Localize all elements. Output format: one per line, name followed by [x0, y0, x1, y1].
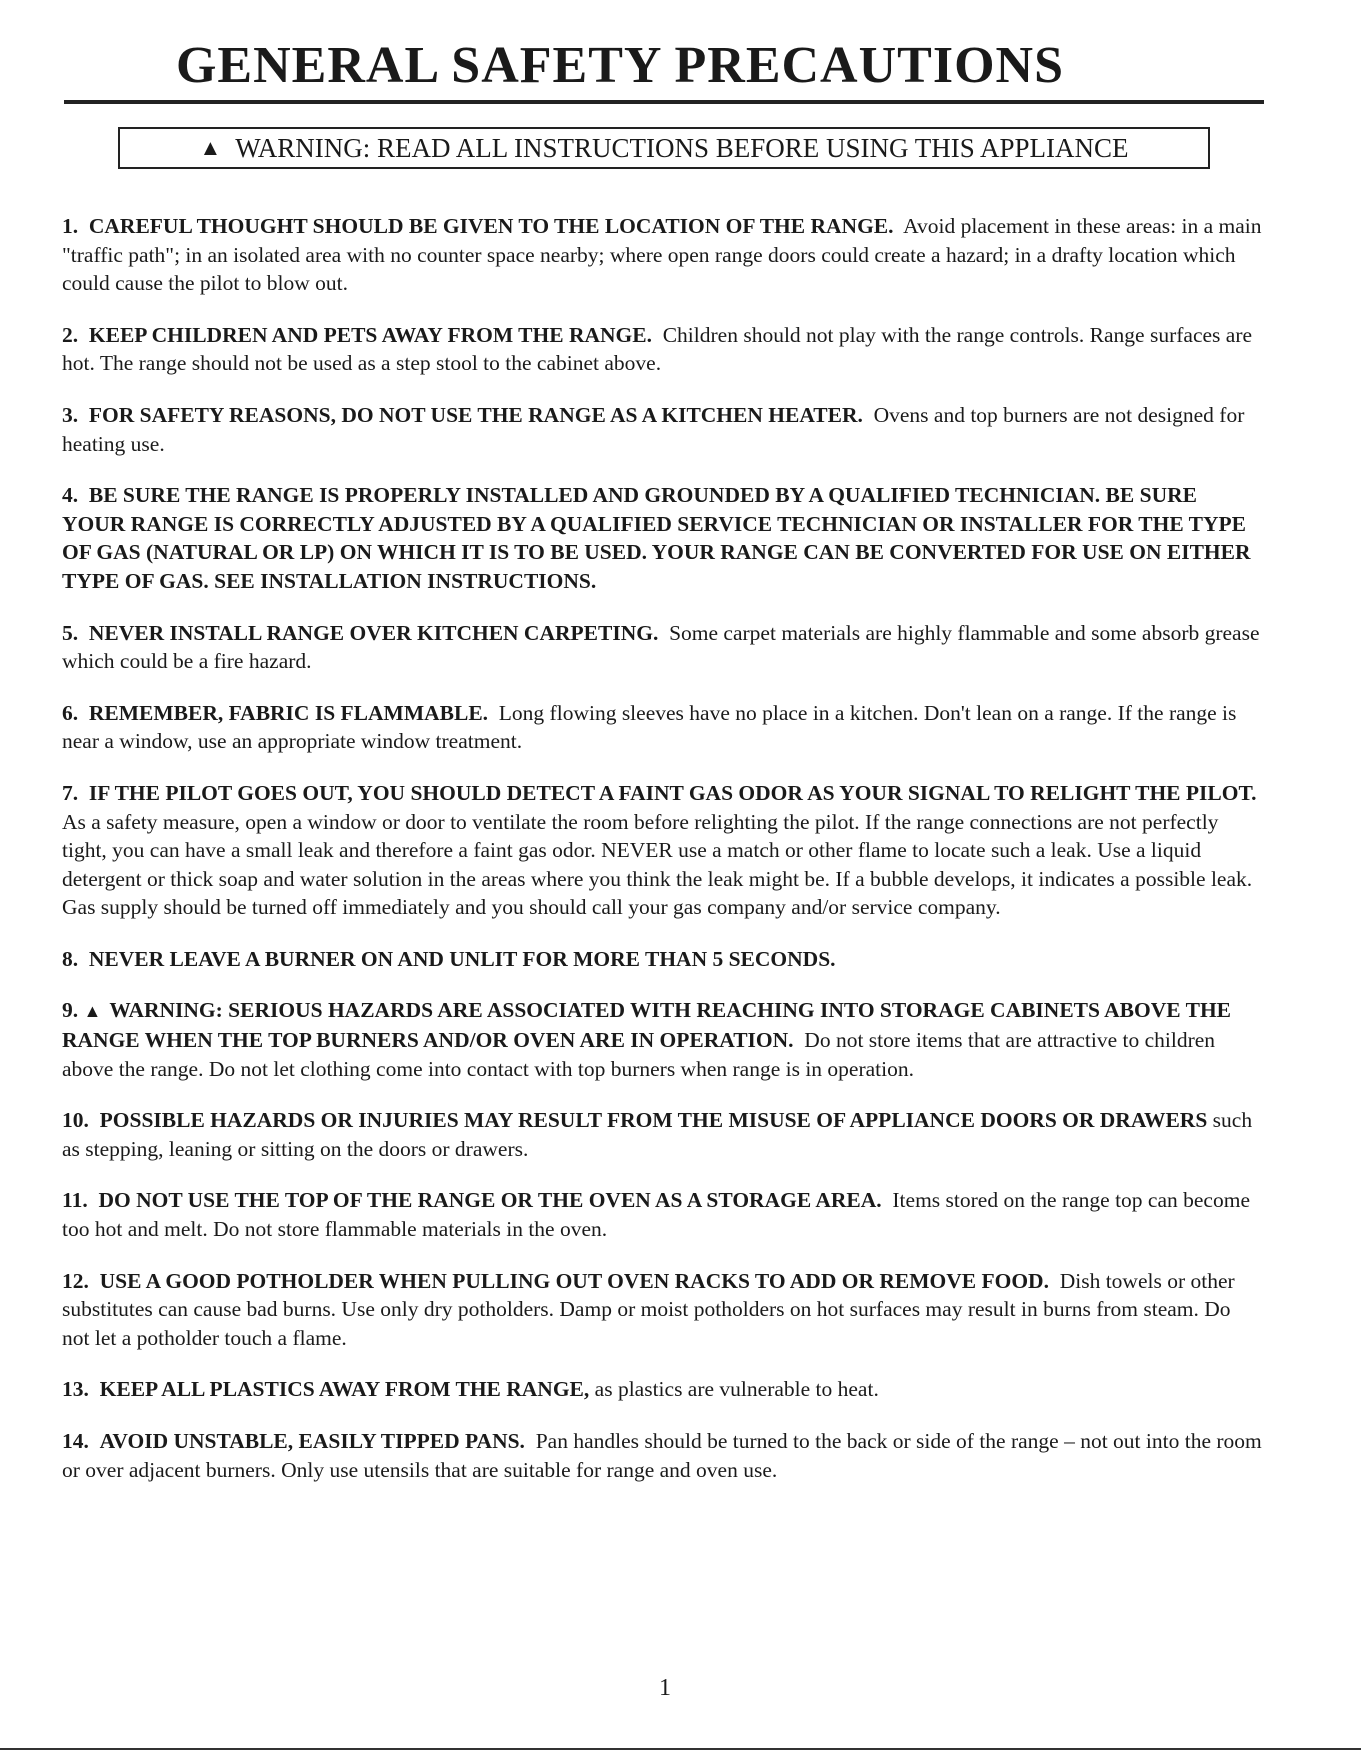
list-item: [62, 1375, 1262, 1404]
item-number: 5.: [62, 620, 79, 645]
item-body: Children should not play with the range controls. Range surfaces are hot. The range should not be used as a step stool to the cabinet above.: [62, 322, 1253, 376]
item-number: 6.: [62, 700, 79, 725]
item-heading: POSSIBLE HAZARDS OR INJURIES MAY RESULT FROM THE MISUSE OF APPLIANCE DOORS OR DRAWERS: [99, 1108, 1208, 1133]
item-body: Do not store items that are attractive to children above the range. Do not let clothing come into contact with top burners when range is in operation.: [62, 1028, 1216, 1081]
item-heading: CAREFUL THOUGHT SHOULD BE GIVEN TO THE LOCATION OF THE RANGE.: [88, 214, 894, 238]
item-number: 14.: [62, 1429, 89, 1453]
item-body: As a safety measure, open a window or door to ventilate the room before relighting the pilot. If the range connections are not perfectly tight, you can have a small leak and therefore a faint gas odor. NEVER use a match or other flame to locate such a leak. Use a liquid detergent or thick soap and water solution in the areas where you think the leak might be. If a bubble develops, it indicates a possible leak. Gas supply should be turned off immediately and you should call your gas company and/or service company.: [62, 809, 1253, 920]
item-heading: DO NOT USE THE TOP OF THE RANGE OR THE OVEN AS A STORAGE AREA.: [98, 1188, 882, 1213]
item-number: 1.: [62, 214, 79, 238]
warning-triangle-icon: ▲: [83, 1001, 102, 1022]
list-item: [62, 699, 1262, 756]
item-heading: FOR SAFETY REASONS, DO NOT USE THE RANGE AS A KITCHEN HEATER.: [88, 402, 863, 427]
list-item: [62, 779, 1262, 922]
item-number: 7.: [62, 780, 79, 805]
item-number: 10.: [62, 1108, 89, 1133]
item-heading: USE A GOOD POTHOLDER WHEN PULLING OUT OVEN RACKS TO ADD OR REMOVE FOOD.: [99, 1268, 1049, 1293]
warning-triangle-icon: ▲: [199, 135, 222, 160]
item-number: 3.: [62, 402, 79, 427]
item-heading: KEEP ALL PLASTICS AWAY FROM THE RANGE,: [99, 1377, 590, 1402]
item-heading: NEVER LEAVE A BURNER ON AND UNLIT FOR MORE THAN 5 SECONDS.: [88, 946, 836, 971]
item-body: Long flowing sleeves have no place in a kitchen. Don't lean on a range. If the range is near a window, use an appropriate window treatment.: [62, 700, 1237, 754]
item-heading: BE SURE THE RANGE IS PROPERLY INSTALLED AND GROUNDED BY A QUALIFIED TECHNICIAN. BE SURE YOUR RANGE IS CORRECTLY ADJUSTED BY A QUALIFIED SERVICE TECHNICIAN OR INSTALLER FOR THE TYPE OF GAS (NATURAL OR LP) ON WHICH IT IS TO BE USED. YOUR RANGE CAN BE CONVERTED FOR USE ON EITHER TYPE OF GAS. SEE INSTALLATION INSTRUCTIONS.: [62, 483, 1251, 593]
list-item: [62, 996, 1262, 1083]
item-number: 9.: [62, 998, 79, 1023]
list-item: [62, 481, 1262, 595]
item-body: as plastics are vulnerable to heat.: [594, 1377, 879, 1402]
item-heading: KEEP CHILDREN AND PETS AWAY FROM THE RANGE.: [88, 322, 652, 347]
item-body: Ovens and top burners are not designed for heating use.: [62, 402, 1245, 456]
list-item: [62, 945, 1262, 974]
item-heading: WARNING: SERIOUS HAZARDS ARE ASSOCIATED WITH REACHING INTO STORAGE CABINETS ABOVE THE RANGE WHEN THE TOP BURNERS AND/OR OVEN ARE IN OPERATION.: [62, 998, 1232, 1053]
item-body: such as stepping, leaning or sitting on the doors or drawers.: [62, 1108, 1253, 1161]
item-number: 4.: [62, 483, 79, 508]
item-heading: REMEMBER, FABRIC IS FLAMMABLE.: [88, 700, 489, 725]
list-item: [62, 619, 1262, 676]
item-body: Pan handles should be turned to the back or side of the range – not out into the room or over adjacent burners. Only use utensils that are suitable for range and oven use.: [62, 1429, 1262, 1482]
item-number: 11.: [62, 1188, 88, 1213]
item-body: Dish towels or other substitutes can cause bad burns. Use only dry potholders. Damp or moist potholders on hot surfaces may result in burns from steam. Do not let a potholder touch a flame.: [62, 1268, 1235, 1350]
page-number: 1: [659, 1675, 671, 1701]
bottom-divider: [0, 1748, 1361, 1750]
list-item: [62, 1427, 1262, 1484]
item-body: Some carpet materials are highly flammable and some absorb grease which could be a fire hazard.: [62, 620, 1260, 674]
item-body: Items stored on the range top can become too hot and melt. Do not store flammable materials in the oven.: [62, 1188, 1250, 1242]
item-heading: IF THE PILOT GOES OUT, YOU SHOULD DETECT A FAINT GAS ODOR AS YOUR SIGNAL TO RELIGHT THE PILOT.: [88, 780, 1257, 805]
item-number: 2.: [62, 322, 79, 347]
item-body: Avoid placement in these areas: in a main "traffic path"; in an isolated area with no counter space nearby; where open range doors could create a hazard; in a drafty location which could cause the pilot to blow out.: [62, 214, 1262, 296]
warning-banner-text: WARNING: READ ALL INSTRUCTIONS BEFORE USING THIS APPLIANCE: [235, 132, 1129, 163]
list-item: [62, 321, 1262, 378]
list-item: [62, 1106, 1262, 1163]
item-number: 13.: [62, 1377, 89, 1402]
list-item: [62, 401, 1262, 458]
list-item: [62, 1267, 1262, 1353]
title-divider: [64, 100, 1264, 104]
page-title: GENERAL SAFETY PRECAUTIONS: [175, 37, 1064, 94]
item-number: 8.: [62, 946, 79, 971]
item-number: 12.: [62, 1268, 89, 1293]
list-item: [62, 212, 1262, 298]
item-heading: NEVER INSTALL RANGE OVER KITCHEN CARPETING.: [88, 620, 659, 645]
safety-list: [62, 212, 1262, 1507]
list-item: [62, 1186, 1262, 1243]
item-heading: AVOID UNSTABLE, EASILY TIPPED PANS.: [99, 1429, 525, 1453]
warning-banner: [118, 127, 1210, 169]
